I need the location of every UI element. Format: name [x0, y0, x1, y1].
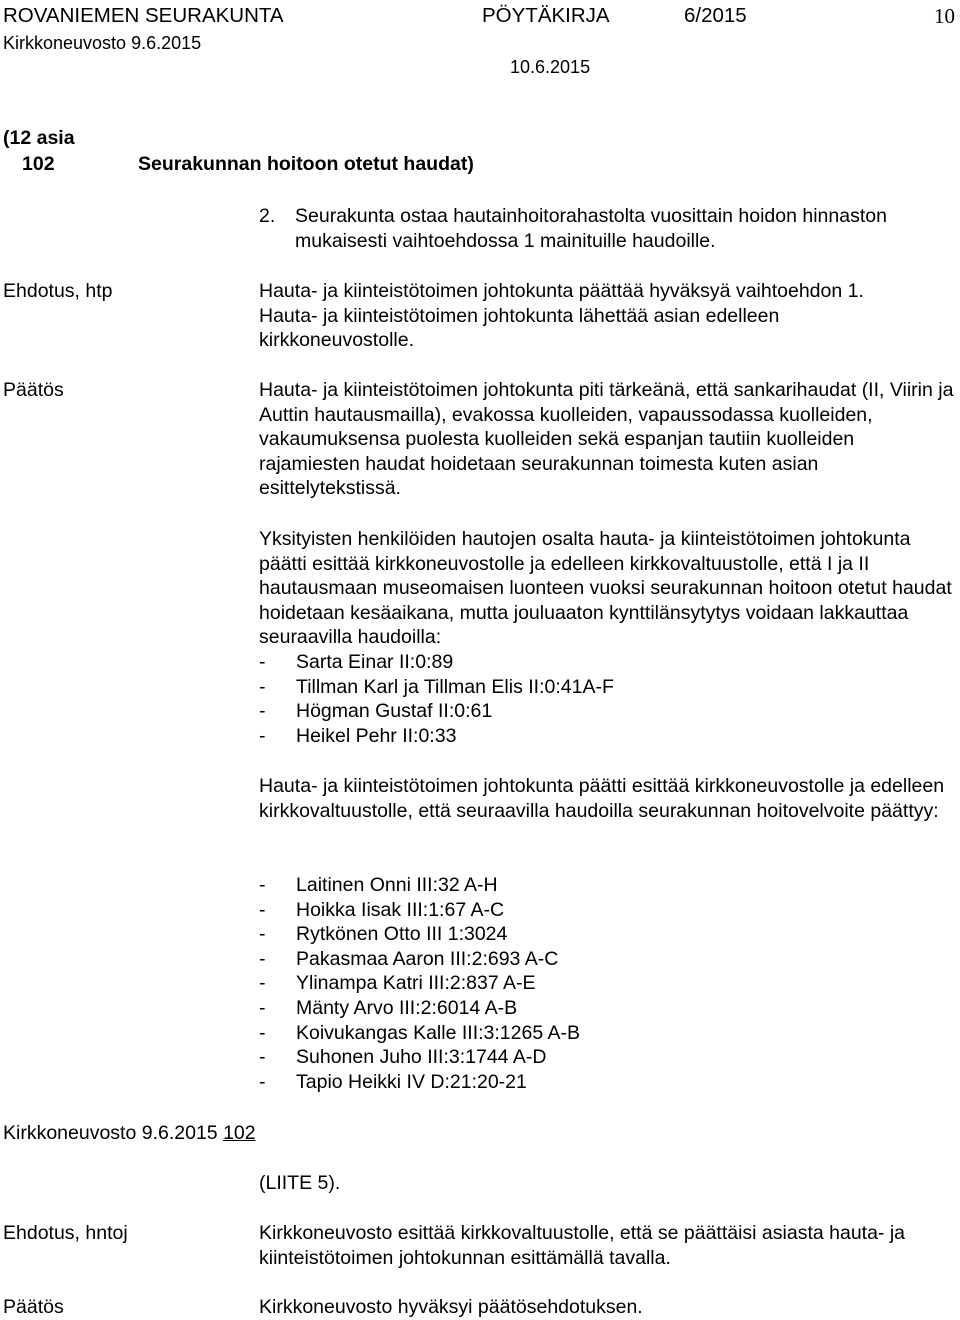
- header-doc-type: PÖYTÄKIRJA: [482, 4, 610, 27]
- proposal-hntoj-label: Ehdotus, hntoj: [3, 1222, 128, 1244]
- minutes-ref: [3, 1121, 256, 1146]
- decision1-para2: Yksityisten henkilöiden hautojen osalta hauta- ja kiinteistötoimen johtokunta päätti esittää kirkkoneuvostolle ja edelleen kirkkovaltuustolle, että I ja II hautausmaan museomaisen luonteen vuoksi seurakunnan hoitoon otetut haudat hoidetaan kesäaikana, mutta jouluaaton kynttilänsytytys voidaan lakkauttaa seuraavilla haudoilla:: [259, 528, 952, 648]
- decision1-label: Päätös: [3, 379, 64, 401]
- decision1-para1: Hauta- ja kiinteistötoimen johtokunta piti tärkeänä, että sankarihaudat (II, Viirin ja Auttin hautausmailla), evakossa kuolleiden, vapaussodassa kuolleiden, vakaumuksensa puolesta kuolleiden sekä espanjan tautiin kuolleiden rajamiesten haudat hoidetaan seurakunnan toimesta kuten asian esittelytekstissä.: [259, 379, 954, 499]
- list-dash: -: [259, 898, 266, 921]
- list-item-text: Tillman Karl ja Tillman Elis II:0:41A-F: [296, 675, 614, 698]
- header-page-number: 10: [934, 4, 955, 28]
- case-number: 102: [22, 153, 55, 175]
- list-dash: -: [259, 923, 266, 946]
- decision2-label: Päätös: [3, 1296, 64, 1318]
- list-item-text: Hoikka Iisak III:1:67 A-C: [296, 898, 505, 921]
- list-item-text: Tapio Heikki IV D:21:20-21: [296, 1070, 527, 1093]
- list-dash: -: [259, 1046, 266, 1069]
- list-item-text: Laitinen Onni III:32 A-H: [296, 874, 498, 896]
- minutes-ref-number: 102: [223, 1122, 256, 1144]
- list-item: [259, 996, 580, 1021]
- case-title: Seurakunnan hoitoon otetut haudat): [138, 153, 474, 175]
- list-item: [259, 922, 580, 947]
- list-item: [259, 898, 580, 923]
- list-item-text: Mänty Arvo III:2:6014 A-B: [296, 996, 518, 1019]
- grave-list-candle: [259, 650, 614, 748]
- header-meeting: Kirkkoneuvosto 9.6.2015: [3, 33, 202, 53]
- list-item: [259, 699, 614, 724]
- list-item-text: Suhonen Juho III:3:1744 A-D: [296, 1046, 547, 1069]
- list-dash: -: [259, 675, 266, 698]
- list-item-text: Högman Gustaf II:0:61: [296, 700, 493, 723]
- list-item: [259, 650, 614, 675]
- proposal-htp-label: Ehdotus, htp: [3, 280, 113, 302]
- list-dash: -: [259, 947, 266, 970]
- list-dash: -: [259, 972, 266, 995]
- list-item: [259, 1045, 580, 1070]
- list-dash: -: [259, 651, 266, 673]
- decision1-para3: Hauta- ja kiinteistötoimen johtokunta päätti esittää kirkkoneuvostolle ja edelleen kirkkovaltuustolle, että seuraavilla haudoilla seurakunnan hoitovelvoite päättyy:: [259, 775, 945, 822]
- list-dash: -: [259, 874, 266, 896]
- list-item-text: Ylinampa Katri III:2:837 A-E: [296, 972, 536, 995]
- list-item: [259, 1021, 580, 1046]
- item2-number: 2.: [259, 205, 276, 227]
- item2-text: Seurakunta ostaa hautainhoitorahastolta vuosittain hoidon hinnaston mukaisesti vaihtoehdossa 1 mainituille haudoille.: [295, 205, 887, 252]
- header-org: ROVANIEMEN SEURAKUNTA: [3, 4, 284, 27]
- list-item-text: Pakasmaa Aaron III:2:693 A-C: [296, 947, 559, 970]
- header-number: 6/2015: [684, 4, 747, 27]
- attachment-ref: (LIITE 5).: [259, 1172, 341, 1194]
- list-dash: -: [259, 700, 266, 723]
- proposal-hntoj-text: Kirkkoneuvosto esittää kirkkovaltuustolle, että se päättäisi asiasta hauta- ja kiinteistötoimen johtokunnan esittämällä tavalla.: [259, 1222, 906, 1269]
- list-item: [259, 724, 614, 749]
- grave-list-care-ends: [259, 873, 580, 1094]
- list-item: [259, 971, 580, 996]
- case-ref: (12 asia: [3, 127, 75, 149]
- list-dash: -: [259, 724, 266, 747]
- list-dash: -: [259, 1021, 266, 1044]
- list-item: [259, 873, 580, 898]
- list-dash: -: [259, 996, 266, 1019]
- list-item-text: Rytkönen Otto III 1:3024: [296, 923, 508, 946]
- list-item: [259, 675, 614, 700]
- list-item-text: Heikel Pehr II:0:33: [296, 724, 457, 747]
- list-dash: -: [259, 1070, 266, 1093]
- list-item: [259, 1070, 580, 1095]
- list-item-text: Sarta Einar II:0:89: [296, 651, 454, 673]
- list-item-text: Koivukangas Kalle III:3:1265 A-B: [296, 1021, 581, 1044]
- proposal-htp-text: Hauta- ja kiinteistötoimen johtokunta päättää hyväksyä vaihtoehdon 1. Hauta- ja kiinteistötoimen johtokunta lähettää asian edelleen kirkkoneuvostolle.: [259, 280, 864, 351]
- decision2-text: Kirkkoneuvosto hyväksyi päätösehdotuksen.: [259, 1296, 643, 1318]
- list-item: [259, 947, 580, 972]
- minutes-ref-text: Kirkkoneuvosto 9.6.2015: [3, 1122, 218, 1144]
- header-date: 10.6.2015: [510, 57, 591, 77]
